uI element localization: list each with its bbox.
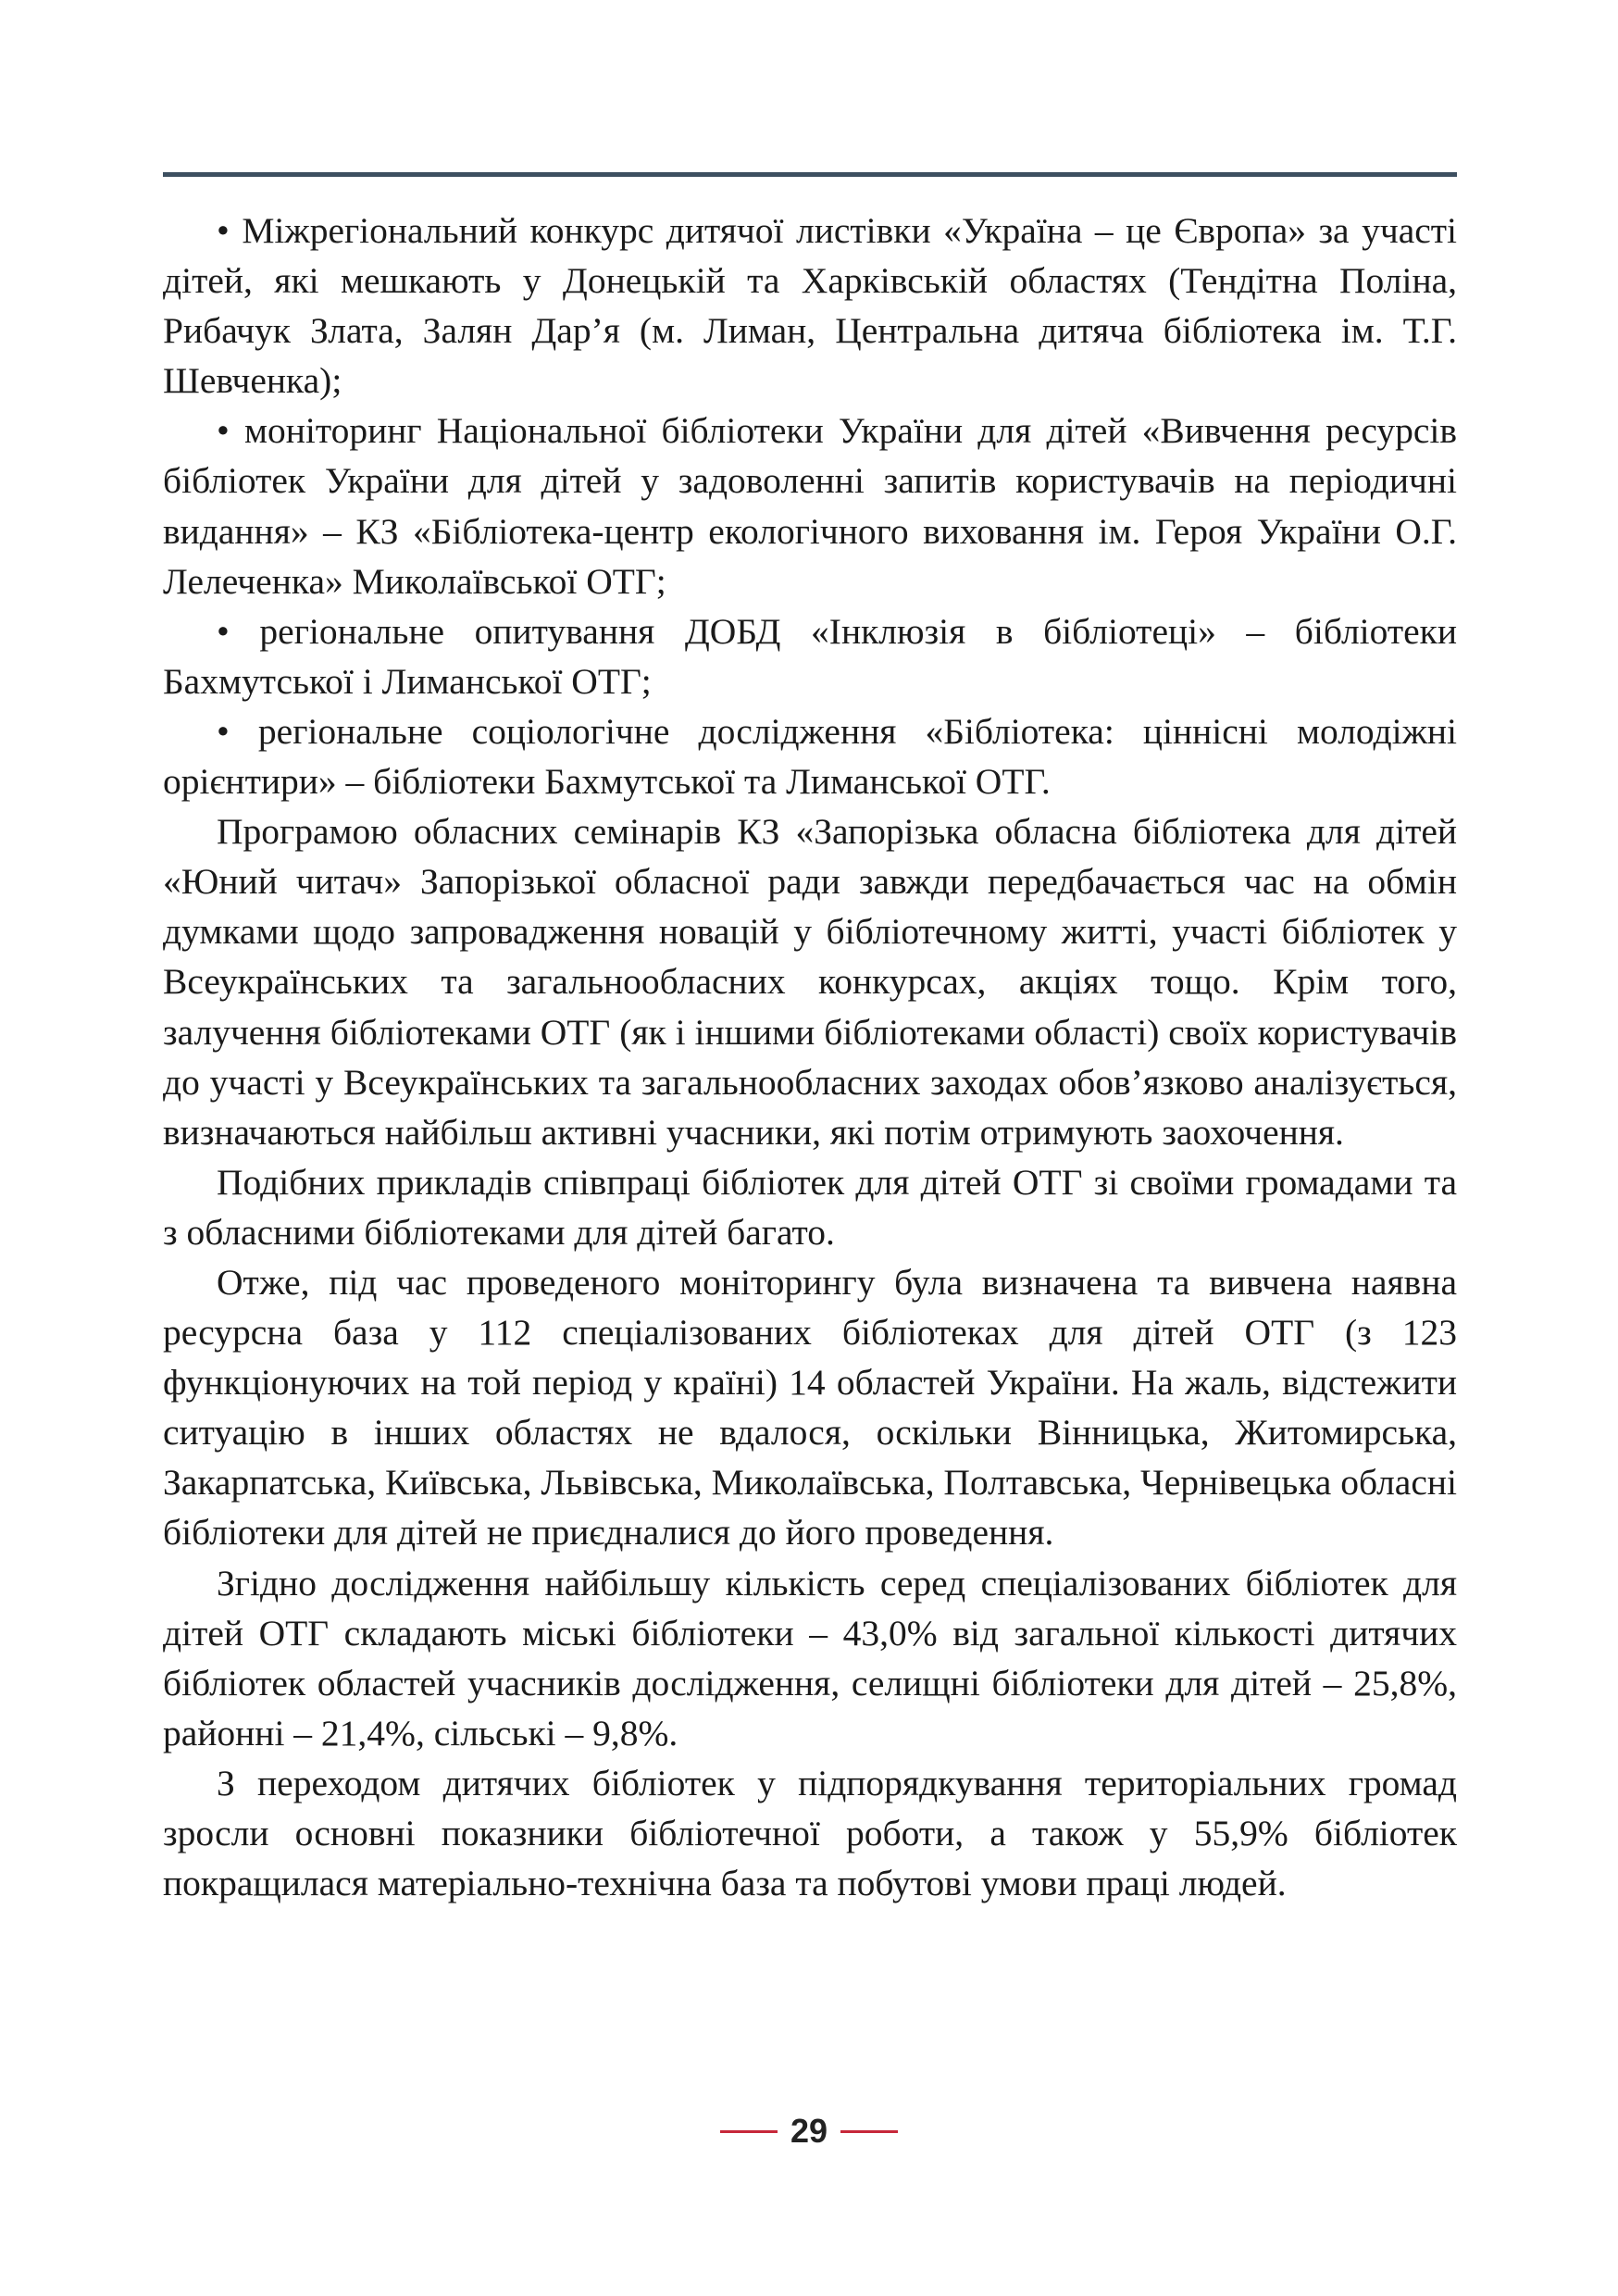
list-item-children-postcard-contest: • Міжрегіональний конкурс дитячої листівки «Україна – це Європа» за участі дітей, які мешкають у Донецькій та Харківській областях (Тендітна Поліна, Рибачук Злата, Залян Дар’я (м. Лиман, Центральна дитяча бібліотека ім. Т.Г. Шевченка); [163,210,1457,402]
paragraph-cooperation-examples: Подібних прикладів співпраці бібліотек для дітей ОТГ зі своїми громадами та з обласними бібліотеками для дітей багато. [163,1161,1457,1253]
document-body [163,206,1457,1908]
paragraph-conclusion: З переходом дитячих бібліотек у підпорядкування територіальних громад зросли основні показники бібліотечної роботи, а також у 55,9% бібліотек покращилася матеріально-технічна база та побутові умови праці людей. [163,1762,1457,1904]
footer-dash-right [840,2130,898,2133]
list-item-inclusion-survey: • регіональне опитування ДОБД «Інклюзія в бібліотеці» – бібліотеки Бахмутської і Лиманської ОТГ; [163,610,1457,702]
paragraph-zaporizhzhia-seminars: Програмою обласних семінарів КЗ «Запорізька обласна бібліотека для дітей «Юний читач» Запорізької обласної ради завжди передбачається час на обмін думками щодо запровадження новацій у бібліотечному житті, участі бібліотек у Всеукраїнських та загальнообласних конкурсах, акціях тощо. Крім того, залучення бібліотеками ОТГ (як і іншими бібліотеками області) своїх користувачів до участі у Всеукраїнських та загальнообласних заходах обов’язково аналізується, визначаються найбільш активні учасники, які потім отримують заохочення. [163,811,1457,1153]
paragraph-monitoring-results: Отже, під час проведеного моніторингу була визначена та вивчена наявна ресурсна база у 112 спеціалізованих бібліотеках для дітей ОТГ (з 123 функціонуючих на той період у країні) 14 областей України. На жаль, відстежити ситуацію в інших областях не вдалося, оскільки Вінницька, Житомирська, Закарпатська, Київська, Львівська, Миколаївська, Полтавська, Чернівецька обласні бібліотеки для дітей не приєдналися до його проведення. [163,1261,1457,1554]
list-item-national-library-monitoring: • моніторинг Національної бібліотеки України для дітей «Вивчення ресурсів бібліотек України для дітей у задоволенні запитів користувачів на періодичні видання» – КЗ «Бібліотека-центр екологічного виховання ім. Героя України О.Г. Лелеченка» Миколаївської ОТГ; [163,410,1457,602]
paragraph-library-statistics: Згідно дослідження найбільшу кількість серед спеціалізованих бібліотек для дітей ОТГ складають міські бібліотеки – 43,0% від загальної кількості дитячих бібліотек областей учасників дослідження, селищні бібліотеки для дітей – 25,8%, районні – 21,4%, сільські – 9,8%. [163,1562,1457,1753]
page-footer [0,2109,1618,2153]
page-number: 29 [790,2112,828,2150]
header-rule [163,172,1457,177]
footer-dash-left [720,2130,778,2133]
list-item-sociological-study: • регіональне соціологічне дослідження «Бібліотека: ціннісні молодіжні орієнтири» – бібліотеки Бахмутської та Лиманської ОТГ. [163,710,1457,803]
